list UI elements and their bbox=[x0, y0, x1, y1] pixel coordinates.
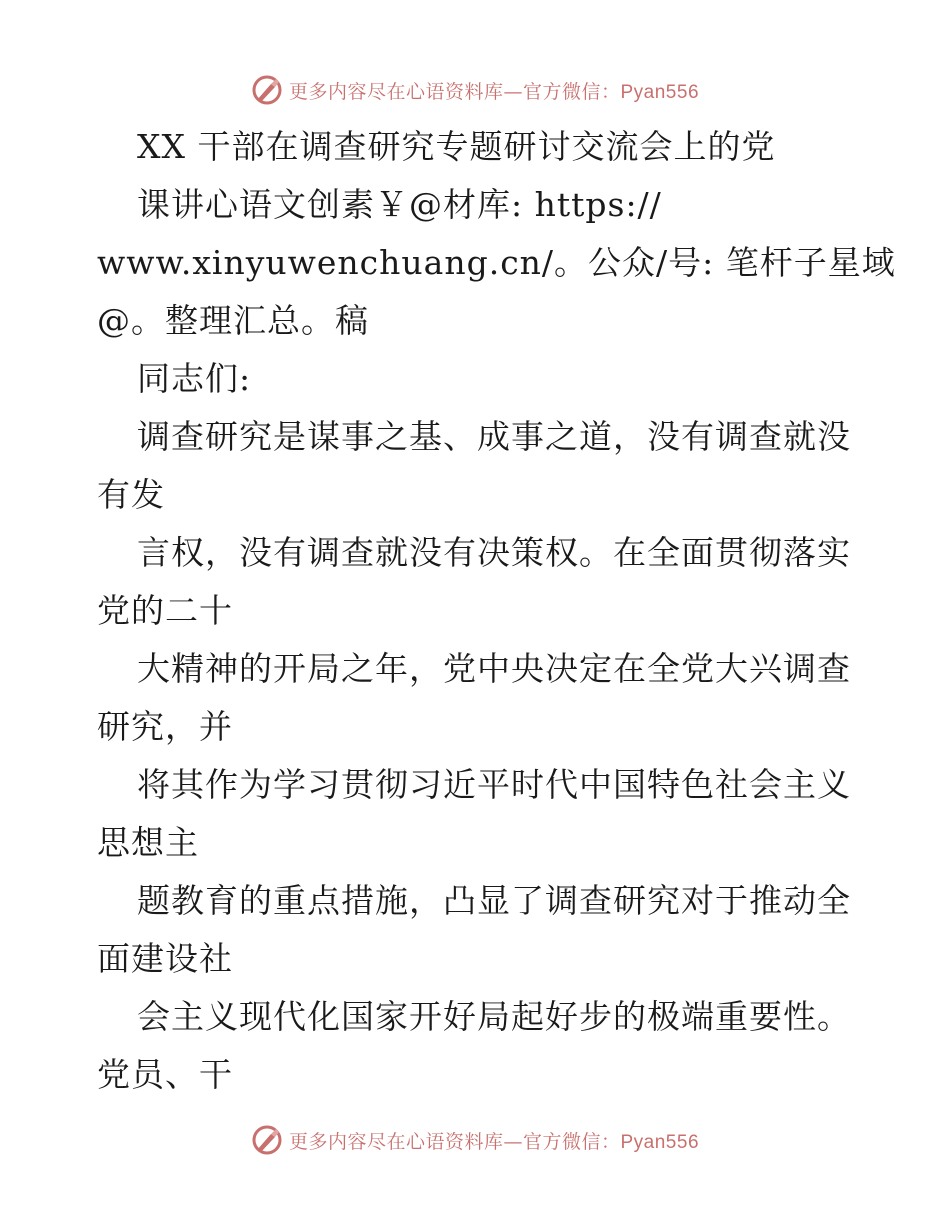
text-line: 将其作为学习贯彻习近平时代中国特色社会主义 bbox=[137, 765, 851, 804]
text-line: 党的二十 bbox=[97, 591, 233, 630]
text-line: 面建设社 bbox=[97, 939, 233, 978]
pen-logo-icon bbox=[251, 74, 283, 106]
banner-text: 更多内容尽在心语资料库—官方微信： bbox=[288, 80, 621, 103]
text-line: 言权，没有调查就没有决策权。在全面贯彻落实 bbox=[137, 533, 851, 572]
text-line: XX 干部在调查研究专题研讨交流会上的党 bbox=[137, 127, 776, 166]
text-line: 研究，并 bbox=[97, 707, 233, 746]
banner-account: Pyan556 bbox=[620, 1131, 700, 1153]
pen-logo-icon bbox=[251, 1124, 283, 1156]
text-line: 会主义现代化国家开好局起好步的极端重要性。 bbox=[137, 997, 851, 1036]
text-line: 题教育的重点措施，凸显了调查研究对于推动全 bbox=[137, 881, 851, 920]
text-line: 大精神的开局之年，党中央决定在全党大兴调查 bbox=[137, 649, 851, 688]
banner-text: 更多内容尽在心语资料库—官方微信： bbox=[288, 1130, 621, 1153]
banner-account: Pyan556 bbox=[620, 81, 700, 103]
text-line: www.xinyuwenchuang.cn/。公众/号: 笔杆子星域 bbox=[97, 243, 896, 282]
text-line: 有发 bbox=[97, 475, 165, 514]
text-line: 同志们: bbox=[137, 359, 252, 398]
document-body bbox=[97, 118, 896, 1104]
text-line: 课讲心语文创素￥@材库: https:// bbox=[137, 185, 662, 224]
header-banner bbox=[0, 70, 950, 110]
text-line: 调查研究是谋事之基、成事之道，没有调查就没 bbox=[137, 417, 851, 456]
text-line: 思想主 bbox=[97, 823, 199, 862]
text-line: 党员、干 bbox=[97, 1055, 233, 1094]
footer-banner bbox=[0, 1120, 950, 1160]
text-line: @。整理汇总。稿 bbox=[97, 301, 369, 340]
